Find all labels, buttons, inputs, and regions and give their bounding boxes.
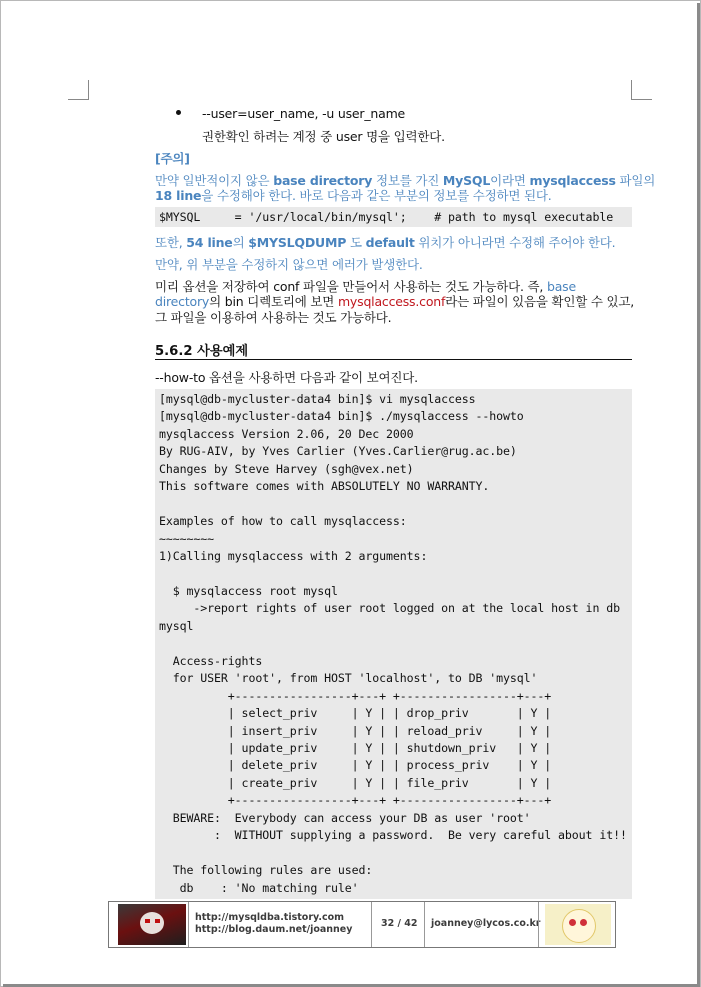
para-line-3: 그 파일을 이용하여 사용하는 것도 가능하다. xyxy=(155,310,392,325)
code-line: : WITHOUT supplying a password. Be very careful about it!! xyxy=(159,828,627,843)
code-line: | update_priv | Y | | shutdown_priv | Y | xyxy=(159,741,552,755)
code-line: | insert_priv | Y | | reload_priv | Y | xyxy=(159,723,552,738)
code-line: +-----------------+---+ +-----------------+---+ xyxy=(159,688,552,703)
code-line: 1)Calling mysqlaccess with 2 arguments: xyxy=(159,549,428,564)
note-line-2: 18 line을 수정해야 한다. 바로 다음과 같은 부분의 정보를 수정하면 된다. xyxy=(155,188,552,203)
code-line: ->report rights of user root logged on at the local host in db xyxy=(159,601,620,616)
option-flag: --user=user_name, -u user_name xyxy=(202,106,406,121)
code-line: +-----------------+---+ +-----------------+---+ xyxy=(159,793,552,808)
section-heading: 5.6.2 사용예제 xyxy=(155,344,249,359)
section-intro: --how-to 옵션을 사용하면 다음과 같이 보여진다. xyxy=(155,370,418,385)
code-line: for USER 'root', from HOST 'localhost', to DB 'mysql' xyxy=(159,671,538,686)
code-line: db : 'No matching rule' xyxy=(159,880,359,895)
code-line: ~~~~~~~~ xyxy=(159,531,215,546)
page-footer xyxy=(108,901,616,948)
code-line: $ mysqlaccess root mysql xyxy=(159,583,338,598)
crop-mark-left-h xyxy=(68,99,89,100)
code-line: Examples of how to call mysqlaccess: xyxy=(159,514,407,529)
code-line: [mysql@db-mycluster-data4 bin]$ vi mysqlaccess xyxy=(159,392,476,406)
note-label: [주의] xyxy=(155,151,190,166)
code-line: This software comes with ABSOLUTELY NO WARRANTY. xyxy=(159,479,490,494)
code-line: mysqlaccess Version 2.06, 20 Dec 2000 xyxy=(159,426,414,441)
code-line: | create_priv | Y | | file_priv | Y | xyxy=(159,775,552,790)
heading-underline xyxy=(155,359,632,360)
note-line-4: 만약, 위 부분을 수정하지 않으면 에러가 발생한다. xyxy=(155,257,423,272)
code-line: | select_priv | Y | | drop_priv | Y | xyxy=(159,706,552,721)
footer-page-number: 32 / 42 xyxy=(381,918,418,929)
footer-divider-4 xyxy=(538,902,539,947)
page-shadow-right xyxy=(697,3,700,986)
footer-email[interactable]: joanney@lycos.co.kr xyxy=(431,918,541,929)
author-avatar-image xyxy=(118,904,186,945)
footer-divider-2 xyxy=(371,902,372,947)
code-line: | delete_priv | Y | | process_priv | Y | xyxy=(159,758,552,773)
footer-divider-3 xyxy=(424,902,425,947)
footer-url-2[interactable]: http://blog.daum.net/joanney xyxy=(195,924,353,935)
para-line-2: directory의 bin 디렉토리에 보면 mysqlaccess.conf라는 파일이 있음을 확인할 수 있고, xyxy=(155,294,635,309)
mascot-image xyxy=(545,904,611,945)
code-line: mysql xyxy=(159,618,194,633)
note-line-3: 또한, 54 line의 $MYSLQDUMP 도 default 위치가 아니라면 수정해 주어야 한다. xyxy=(155,235,616,250)
code-line: Access-rights xyxy=(159,653,263,668)
code-line: [mysql@db-mycluster-data4 bin]$ ./mysqlaccess --howto xyxy=(159,409,524,424)
config-code-line: $MYSQL = '/usr/local/bin/mysql'; # path to mysql executable xyxy=(159,210,614,224)
code-line: BEWARE: Everybody can access your DB as user 'root' xyxy=(159,810,531,825)
code-line: The following rules are used: xyxy=(159,863,373,878)
code-line: Changes by Steve Harvey (sgh@vex.net) xyxy=(159,461,414,476)
code-line: By RUG-AIV, by Yves Carlier (Yves.Carlier@rug.ac.be) xyxy=(159,444,517,459)
option-description: 권한확인 하려는 계정 중 user 명을 입력한다. xyxy=(202,129,445,144)
crop-mark-right-h xyxy=(631,99,652,100)
crop-mark-right-v xyxy=(631,80,632,100)
bullet-dot xyxy=(176,110,181,115)
crop-mark-left-v xyxy=(88,80,89,100)
note-line-1: 만약 일반적이지 않은 base directory 정보를 가진 MySQL이라면 mysqlaccess 파일의 xyxy=(155,173,656,188)
footer-url-1[interactable]: http://mysqldba.tistory.com xyxy=(195,912,344,923)
para-line-1: 미리 옵션을 저장하여 conf 파일을 만들어서 사용하는 것도 가능하다. 즉, base xyxy=(155,279,576,294)
footer-divider-1 xyxy=(188,902,189,947)
